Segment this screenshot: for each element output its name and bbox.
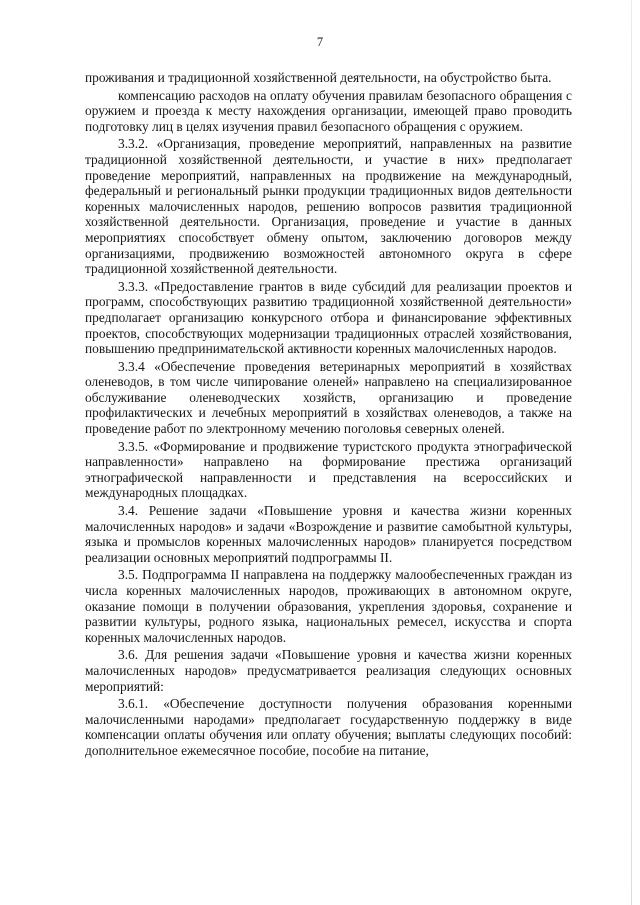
- paragraph: 3.4. Решение задачи «Повышение уровня и качества жизни коренных малочисленных народов» и задачи «Возрождение и развитие самобытной культуры, языка и промыслов коренных малочисленных народов» планируется посредством реализации основных мероприятий подпрограммы II.: [85, 503, 572, 565]
- document-body: [85, 70, 572, 759]
- paragraph: 3.3.5. «Формирование и продвижение туристского продукта этнографической направленности» направлено на формирование престижа организаций этнографической направленности и представления на всероссийских и международных площадках.: [85, 438, 572, 501]
- paragraph: 3.6. Для решения задачи «Повышение уровня и качества жизни коренных малочисленных народов» предусматривается реализация следующих основных мероприятий:: [85, 647, 572, 694]
- paragraph: компенсацию расходов на оплату обучения правилам безопасного обращения с оружием и проезда к месту нахождения организации, имеющей право проводить подготовку лиц в целях изучения правил безопасного обращения с оружием.: [85, 87, 572, 134]
- paragraph: 3.3.2. «Организация, проведение мероприятий, направленных на развитие традиционной хозяйственной деятельности, и участие в них» предполагает проведение мероприятий, направленных на продвижение на международный, федеральный и региональный рынки продукции традиционных видов деятельности коренных малочисленных народов, решению вопросов развития традиционной хозяйственной деятельности. Организация, проведение и участие в данных мероприятиях способствует обмену опытом, заключению договоров между организациями, продвижению возможностей автономного округа в сфере традиционной хозяйственной деятельности.: [85, 136, 572, 277]
- paragraph: 3.5. Подпрограмма II направлена на поддержку малообеспеченных граждан из числа коренных малочисленных народов, проживающих в автономном округе, оказание помощи в получении образования, укрепления здоровья, сохранение и развитии культуры, родного языка, национальных ремесел, искусства и спорта коренных малочисленных народов.: [85, 567, 572, 645]
- paragraph: проживания и традиционной хозяйственной деятельности, на обустройство быта.: [85, 70, 552, 85]
- paragraph: 3.3.4 «Обеспечение проведения ветеринарных мероприятий в хозяйствах оленеводов, в том числе чипирование оленей» направлено на специализированное обслуживание оленеводческих хозяйств, организацию и проведение профилактических и лечебных мероприятий в хозяйствах оленеводов, а также на проведение работ по электронному мечению поголовья северных оленей.: [85, 358, 572, 437]
- paragraph: 3.6.1. «Обеспечение доступности получения образования коренными малочисленными народами» предполагает государственную поддержку в виде компенсации оплаты обучения или оплату обучения; выплаты следующих пособий: дополнительное ежемесячное пособие, пособие на питание,: [85, 696, 572, 758]
- scan-edge-line: [631, 0, 632, 905]
- page-number: 7: [316, 35, 324, 49]
- paragraph: 3.3.3. «Предоставление грантов в виде субсидий для реализации проектов и программ, способствующих развитию традиционной хозяйственной деятельности» предполагает организацию конкурсного отбора и финансирование эффективных проектов, способствующих модернизации традиционных отраслей хозяйствования, повышению предпринимательской активности коренных малочисленных народов.: [85, 278, 572, 357]
